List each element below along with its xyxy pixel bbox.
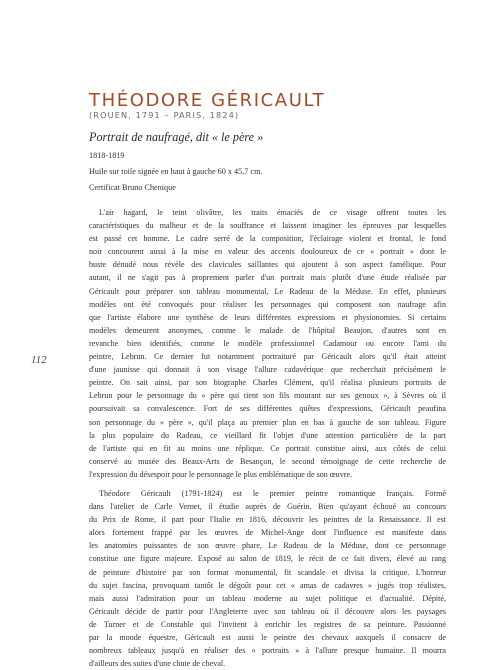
text-line: du Prix de Rome, il part pour l'Italie en 1816, découvrir les peintres de la Renaissance. Il est: [89, 515, 446, 525]
artwork-date: 1818-1819: [89, 151, 125, 160]
text-line: modèles ont été convoqués pour réaliser les personnages qui composent son naufrage afin: [89, 299, 446, 309]
artist-name: THÉODORE GÉRICAULT: [89, 90, 326, 111]
text-line: poursuivait sa convalescence. Fort de ses différentes quêtes d'expressions, Géricault peaufina: [89, 404, 446, 414]
text-line: caractéristiques du malheur et de la souffrance et laissent imaginer les épreuves par lesquelles: [89, 221, 446, 231]
text-line: revanche bien identifiés, comme le modèle professionnel Cadamour ou encore l'ami du: [89, 338, 446, 348]
page-number: 112: [31, 354, 47, 366]
description-paragraph: [89, 206, 446, 481]
text-line: conservé au musée des Beaux-Arts de Besançon, le second témoignage de cette recherche de: [89, 456, 446, 466]
text-line: son personnage du « père », qu'il plaça au premier plan en bas à gauche de son tableau. Figure: [89, 417, 446, 427]
biography-paragraph: [89, 487, 446, 670]
text-line: noir concourent aussi à la mise en valeur des accents douloureux de ce « portrait » dont le: [89, 247, 446, 257]
text-line: Géricault décide de partir pour l'Angleterre avec son tableau où il découvre alors les paysages: [89, 606, 446, 616]
text-line: les anatomies puissantes de son œuvre phare, Le Radeau de la Méduse, dont ce personnage: [89, 541, 446, 551]
text-line: l'expression du désespoir pour le personnage le plus emblématique de son œuvre.: [89, 469, 353, 479]
text-line: modèles demeurent anonymes, comme le malade de l'hôpital Beaujon, d'autres sont en: [89, 325, 446, 335]
text-line: de l'artiste qui en fit au moins une réplique. Ce portrait constitue ainsi, aux côtés de celui: [89, 443, 446, 453]
artwork-certificate: Certificat Bruno Chenique: [89, 183, 176, 192]
text-line: Théodore Géricault (1791-1824) est le premier peintre romantique français. Formé: [99, 489, 446, 498]
text-line: mais aussi l'admiration pour un tableau moderne au sujet politique et d'actualité. Dépité,: [89, 593, 446, 603]
text-line: buste dénudé nous révèle des clavicules saillantes qui ajoutent à son aspect famélique. Pour: [89, 260, 446, 270]
text-line: peintre. On sait ainsi, par son biographe Charles Clément, qu'il réalisa plusieurs portraits de: [89, 378, 446, 388]
text-line: peintre, Lebrun. Ce dernier fut notamment portraituré par Géricault alors qu'il était atteint: [89, 352, 446, 362]
text-line: la plus populaire du Radeau, ce vieillard fit l'objet d'une attention particulière de la part: [89, 430, 446, 440]
artwork-medium: Huile sur toile signée en haut à gauche 60 x 45,7 cm.: [89, 167, 263, 176]
text-line: Géricault pour préparer son tableau monumental, Le Radeau de la Méduse. En effet, plusieurs: [89, 286, 446, 296]
text-line: est passé cet homme. Le cadre serré de la composition, l'éclairage violent et frontal, le fond: [89, 234, 446, 244]
text-line: que l'artiste élabore une synthèse de leurs différentes expressions et physionomies. Si certains: [89, 312, 446, 322]
text-line: d'une jaunisse qui donnait à son visage l'allure cadavérique que recherchait précisément le: [89, 365, 446, 375]
text-line: Lebrun pour le personnage du « père qui tient son fils mourant sur ses genoux », à Sèvres où il: [89, 391, 446, 401]
text-line: d'ailleurs des suites d'une chute de cheval.: [89, 659, 226, 669]
text-line: du sujet fascina, provoquant tantôt le dégoût pour cet « amas de cadavres » jugés trop réalistes,: [89, 580, 446, 590]
artist-birth-death: (ROUEN, 1791 – PARIS, 1824): [89, 110, 240, 120]
text-line: L'air hagard, le teint olivâtre, les traits émaciés de ce visage offrent toutes les: [99, 208, 446, 217]
text-line: constitue une figure majeure. Exposé au salon de 1819, le récit de ce fait divers, élevé au rang: [89, 554, 446, 564]
text-line: de peinture d'histoire par son format monumental, fit scandale et divisa la critique. L'horreur: [89, 567, 446, 577]
text-line: de Turner et de Constable qui l'invitent à enrichir les registres de sa peinture. Passionné: [89, 619, 446, 629]
text-line: dans l'atelier de Carle Vernet, il étudie auprès de Guérin. Bien qu'ayant échoué au concours: [89, 502, 446, 512]
text-line: nombreux tableaux jusqu'à en réaliser des « portraits » à l'allure presque humaine. Il mourra: [89, 646, 446, 656]
artwork-title: Portrait de naufragé, dit « le père »: [89, 130, 264, 144]
text-line: alors fortement frappé par les œuvres de Michel-Ange dont l'influence est manifeste dans: [89, 528, 446, 538]
text-line: par la monde équestre, Géricault est aussi le peintre des chevaux auxquels il consacre de: [89, 633, 446, 643]
text-line: autant, il ne s'agit pas à proprement parler d'un portrait mais plutôt d'une étude réalisée par: [89, 273, 446, 283]
